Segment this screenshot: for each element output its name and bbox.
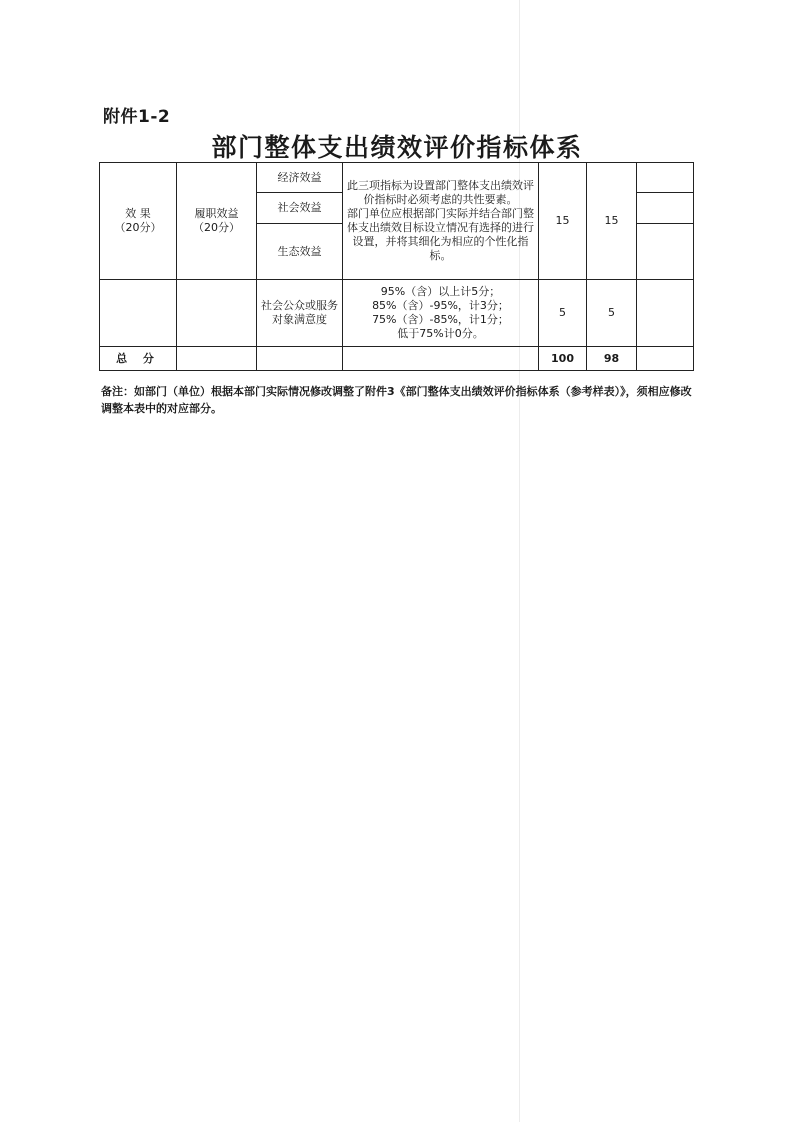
indicator-satisfaction: 社会公众或服务对象满意度: [257, 280, 343, 347]
level2-continuation: [177, 280, 257, 347]
indicator-table: [99, 162, 694, 371]
indicator-ecological: 生态效益: [257, 224, 343, 280]
shared-weight: 15: [539, 163, 587, 280]
total-score: 98: [587, 347, 637, 371]
blank-cell: [257, 347, 343, 371]
level2-score: （20分）: [193, 221, 240, 234]
blank-cell: [637, 224, 694, 280]
blank-cell: [637, 347, 694, 371]
total-weight: 100: [539, 347, 587, 371]
indicator-economic: 经济效益: [257, 163, 343, 193]
level1-name: 效 果: [125, 207, 151, 220]
shared-description-line1: 此三项指标为设置部门整体支出绩效评价指标时必须考虑的共性要素。: [347, 179, 534, 206]
shared-score: 15: [587, 163, 637, 280]
level1-continuation: [100, 280, 177, 347]
level2-cell: [177, 163, 257, 280]
level1-score: （20分）: [114, 221, 162, 234]
satisfaction-weight: 5: [539, 280, 587, 347]
satisfaction-rule: 75%（含）-85%，计1分；: [372, 313, 509, 326]
satisfaction-rule: 低于75%计0分。: [397, 327, 484, 340]
shared-description: [343, 163, 539, 280]
blank-cell: [637, 193, 694, 224]
shared-description-line2: 部门单位应根据部门实际并结合部门整体支出绩效目标设立情况有选择的进行设置，并将其细化为相应的个性化指标。: [347, 207, 534, 262]
page-title: 部门整体支出绩效评价指标体系: [211, 133, 583, 162]
satisfaction-rules: [343, 280, 539, 347]
blank-cell: [343, 347, 539, 371]
satisfaction-score: 5: [587, 280, 637, 347]
satisfaction-rule: 85%（含）-95%，计3分；: [372, 299, 509, 312]
indicator-social: 社会效益: [257, 193, 343, 224]
attachment-label: 附件1-2: [103, 107, 171, 127]
satisfaction-rule: 95%（含）以上计5分；: [380, 285, 501, 298]
blank-cell: [637, 280, 694, 347]
level1-cell: [100, 163, 177, 280]
blank-cell: [177, 347, 257, 371]
footnote: 备注：如部门（单位）根据本部门实际情况修改调整了附件3《部门整体支出绩效评价指标体系（参考样表）》，须相应修改调整本表中的对应部分。: [101, 385, 692, 415]
total-label: 总 分: [100, 347, 177, 371]
level2-name: 履职效益: [194, 207, 239, 220]
blank-cell: [637, 163, 694, 193]
